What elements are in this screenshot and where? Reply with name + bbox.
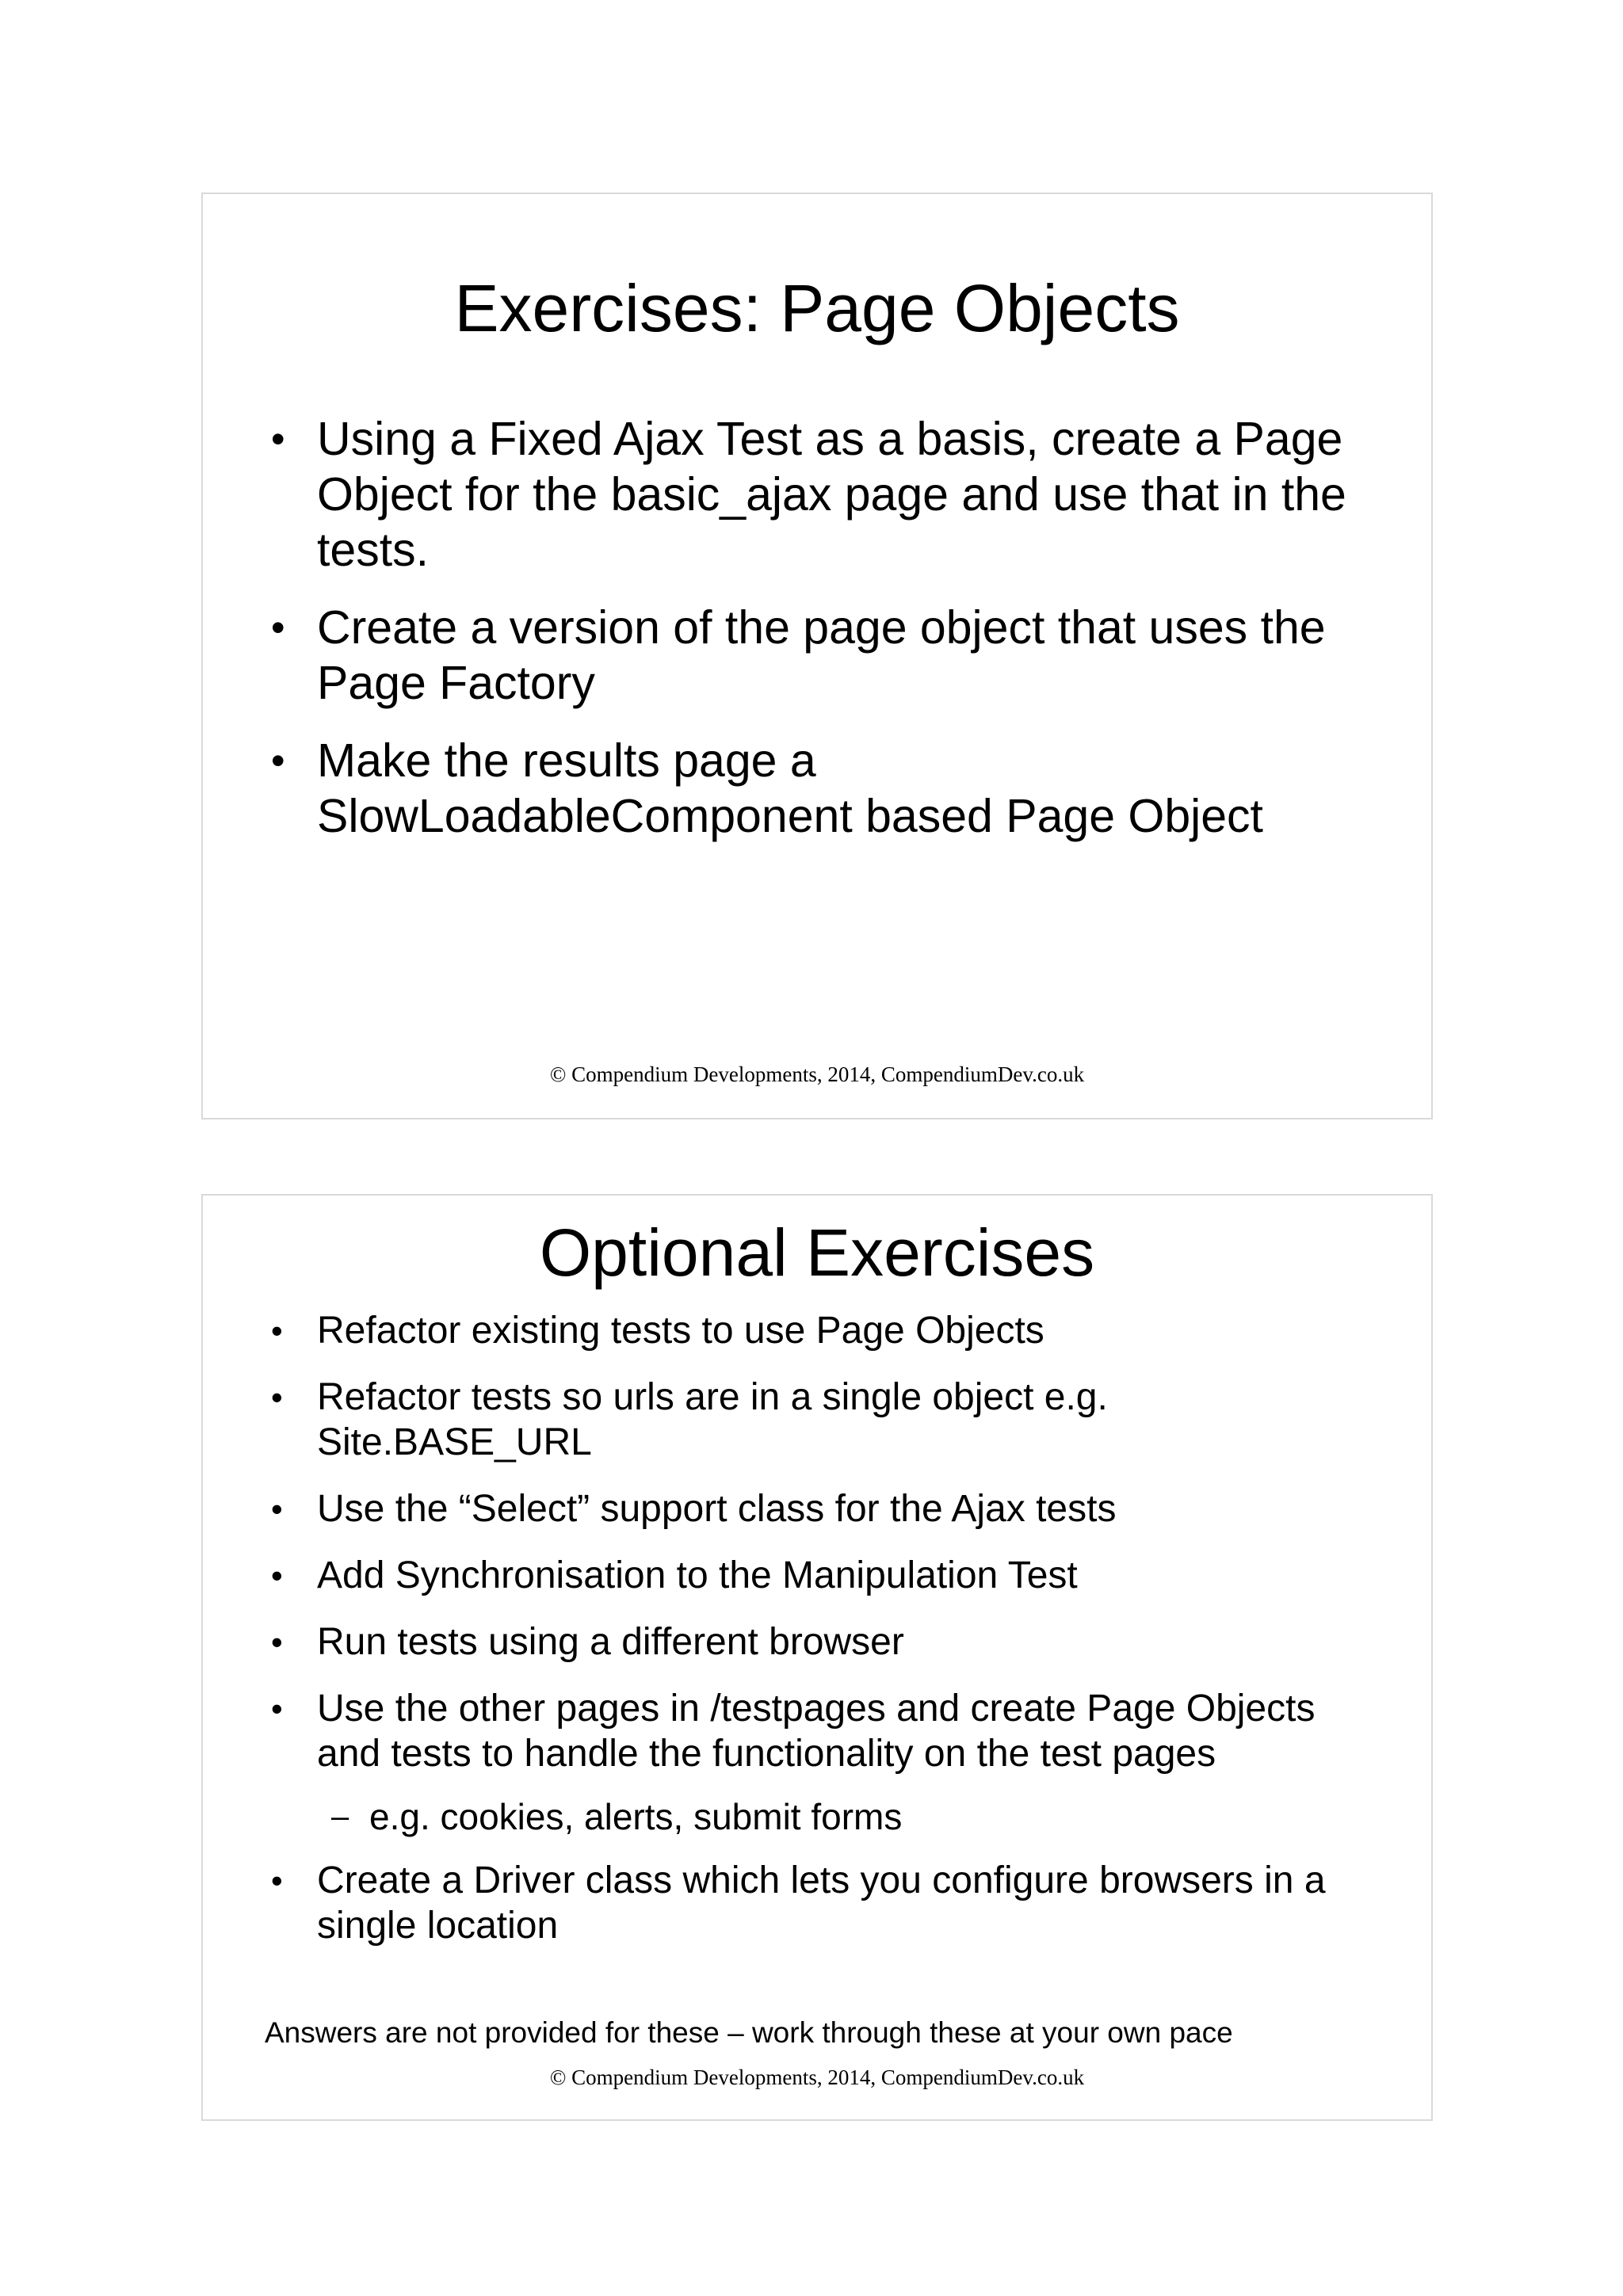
slide-optional-exercises (201, 1194, 1433, 2121)
slide-title: Optional Exercises (539, 1215, 1095, 1290)
bullet-dot-icon: • (271, 1557, 283, 1594)
bullet-item (271, 411, 1347, 578)
bullet-item (271, 1375, 1220, 1465)
bullet-dot-icon: • (271, 417, 285, 461)
bullet-item (271, 1486, 1384, 1531)
bullet-text: Create a version of the page object that uses the Page Factory (317, 601, 1326, 709)
bullet-text: Run tests using a different browser (317, 1621, 904, 1663)
dash-icon: – (331, 1799, 349, 1834)
bullet-text: Create a Driver class which lets you configure browsers in a single location (317, 1859, 1326, 1947)
bullet-text: Use the other pages in /testpages and create Page Objects and tests to handle the functionality on the test pages (317, 1688, 1316, 1775)
bullet-item (271, 1553, 1384, 1598)
bullet-dot-icon: • (271, 1623, 283, 1661)
bullet-item (271, 1686, 1316, 1837)
bullet-dot-icon: • (271, 605, 285, 650)
bullet-dot-icon: • (271, 738, 285, 783)
bullet-text: Make the results page a SlowLoadableComponent based Page Object (317, 734, 1263, 842)
bullet-item (271, 1619, 1384, 1665)
bullet-text: Add Synchronisation to the Manipulation Test (317, 1554, 1078, 1596)
bullet-dot-icon: • (271, 1490, 283, 1527)
bullet-text: Using a Fixed Ajax Test as a basis, create a Page Object for the basic_ajax page and use that in the tests. (317, 413, 1346, 576)
answers-note: Answers are not provided for these – work through these at your own pace (265, 2016, 1233, 2049)
sub-bullet-item (331, 1796, 1316, 1837)
bullet-text: Refactor existing tests to use Page Objects (317, 1310, 1044, 1352)
bullet-dot-icon: • (271, 1690, 283, 1727)
bullet-item (271, 1308, 1384, 1353)
bullet-item (271, 1858, 1371, 1948)
bullet-list (271, 411, 1384, 866)
sub-bullet-text: e.g. cookies, alerts, submit forms (369, 1796, 903, 1837)
slide-title: Exercises: Page Objects (454, 271, 1180, 345)
bullet-list (271, 1308, 1384, 1970)
bullet-dot-icon: • (271, 1862, 283, 1899)
slide-page-objects (201, 193, 1433, 1119)
copyright-footer: © Compendium Developments, 2014, CompendiumDev.co.uk (549, 2065, 1085, 2089)
sub-bullet-list (317, 1797, 1316, 1836)
bullet-item (271, 600, 1347, 711)
copyright-footer: © Compendium Developments, 2014, CompendiumDev.co.uk (549, 1062, 1085, 1086)
bullet-text: Refactor tests so urls are in a single object e.g. Site.BASE_URL (317, 1376, 1108, 1463)
bullet-dot-icon: • (271, 1379, 283, 1416)
bullet-dot-icon: • (271, 1312, 283, 1349)
bullet-item (271, 733, 1300, 844)
bullet-text: Use the “Select” support class for the Ajax tests (317, 1488, 1117, 1530)
